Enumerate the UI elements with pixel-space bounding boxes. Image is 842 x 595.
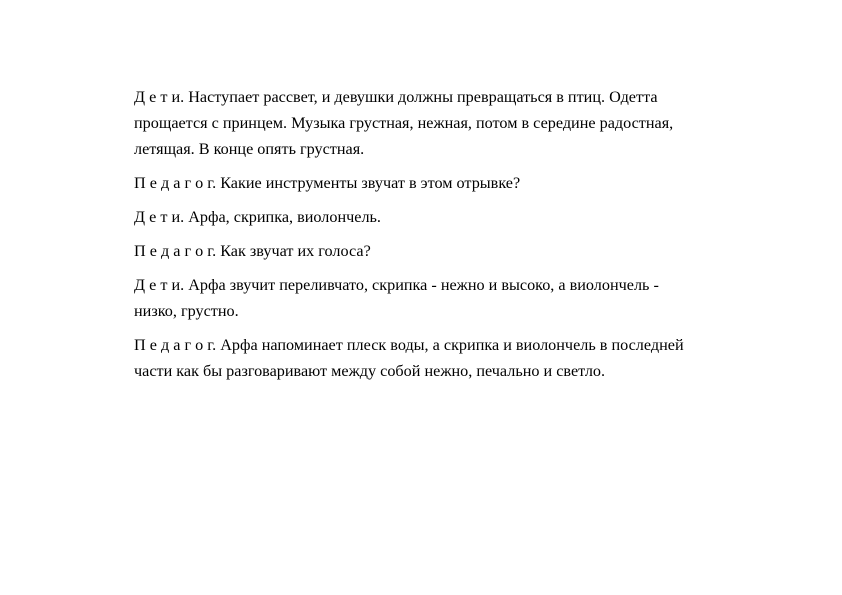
speaker-label: Д е т и. [134,208,185,226]
speaker-label: П е д а г о г. [134,242,217,260]
speaker-label: П е д а г о г. [134,174,217,192]
paragraph-5 [134,272,754,324]
paragraph-6 [134,332,754,384]
paragraph-line: низко, грустно. [134,302,239,320]
speaker-label: П е д а г о г. [134,336,217,354]
paragraph-3 [134,204,754,230]
paragraph-line: Арфа, скрипка, виолончель. [188,208,381,226]
paragraph-line: прощается с принцем. Музыка грустная, нежная, потом в середине радостная, [134,114,674,132]
paragraph-2 [134,170,754,196]
paragraph-line: части как бы разговаривают между собой нежно, печально и светло. [134,362,606,380]
paragraph-line: Как звучат их голоса? [220,242,371,260]
speaker-label: Д е т и. [134,88,185,106]
paragraph-line: Наступает рассвет, и девушки должны превращаться в птиц. Одетта [188,88,658,106]
paragraph-line: летящая. В конце опять грустная. [134,140,365,158]
paragraph-line: Арфа напоминает плеск воды, а скрипка и виолончель в последней [220,336,684,354]
paragraph-line: Арфа звучит переливчато, скрипка - нежно и высоко, а виолончель - [188,276,659,294]
dialogue-text [134,84,754,392]
paragraph-1 [134,84,754,162]
paragraph-line: Какие инструменты звучат в этом отрывке? [220,174,521,192]
speaker-label: Д е т и. [134,276,185,294]
paragraph-4 [134,238,754,264]
